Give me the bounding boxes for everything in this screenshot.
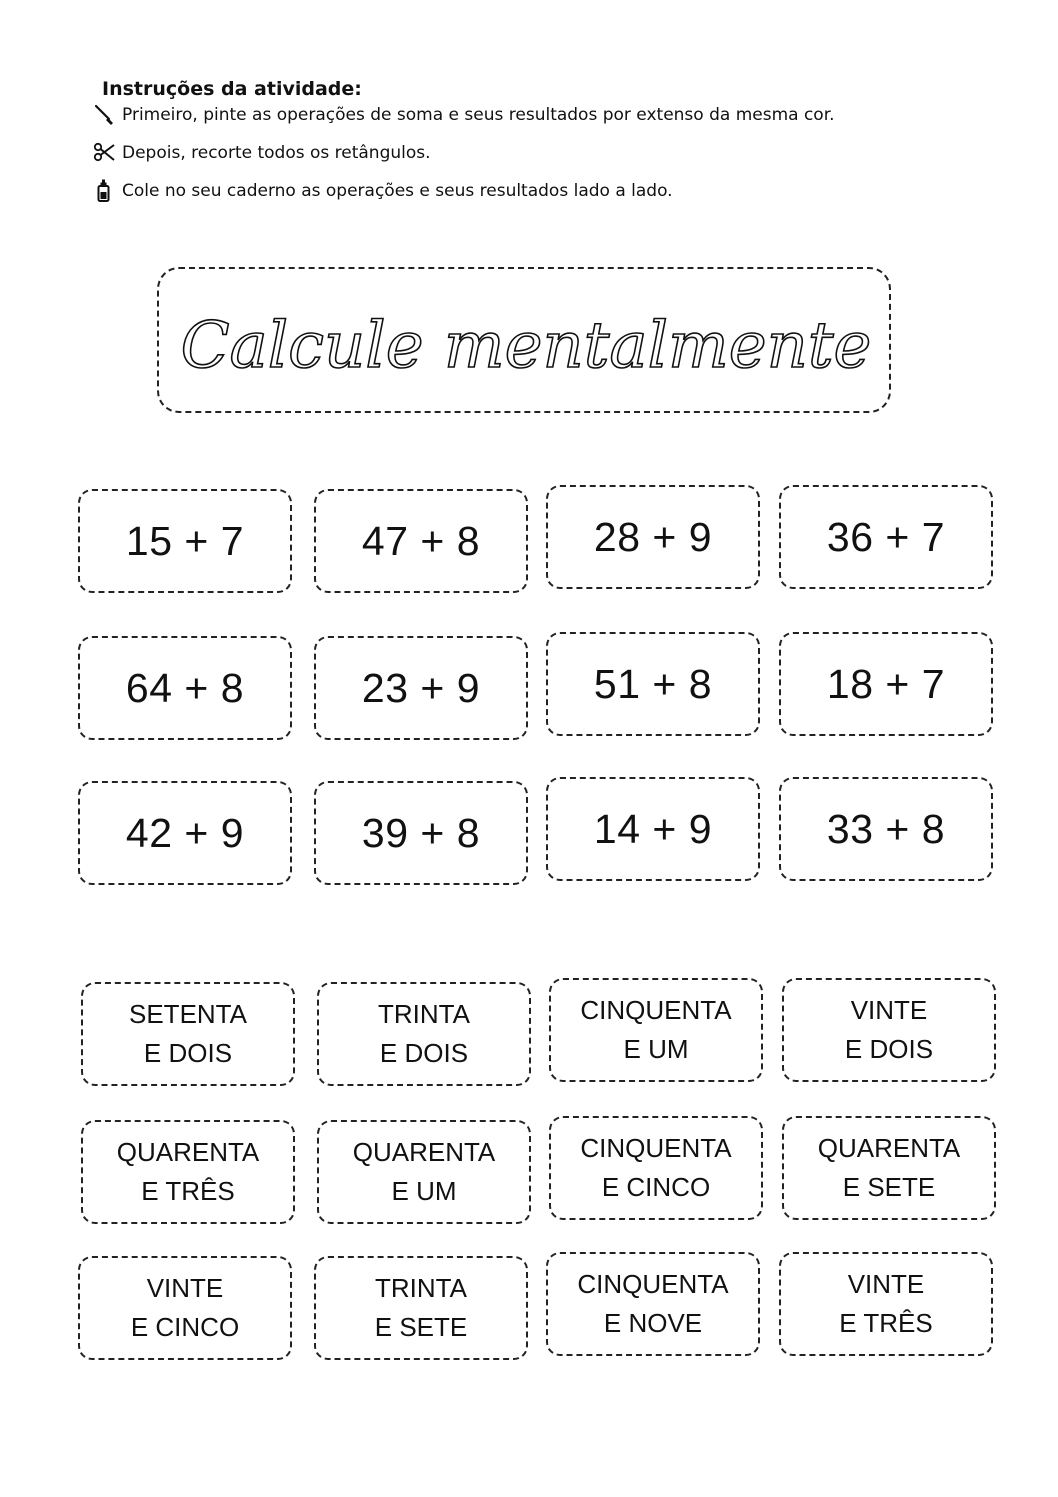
result-line-2: E SETE xyxy=(374,1312,468,1342)
result-card[interactable] xyxy=(779,1252,993,1356)
operation-card[interactable]: 33 + 8 xyxy=(779,777,993,881)
result-line-2: E TRÊS xyxy=(141,1176,235,1206)
result-card[interactable] xyxy=(81,982,295,1086)
instruction-text: Primeiro, pinte as operações de soma e seus resultados por extenso da mesma cor. xyxy=(122,105,835,125)
result-line-2: E SETE xyxy=(842,1172,936,1202)
result-line-1: VINTE xyxy=(850,995,928,1025)
operation-card[interactable]: 14 + 9 xyxy=(546,777,760,881)
result-line-1: TRINTA xyxy=(378,999,470,1029)
operation-card[interactable]: 18 + 7 xyxy=(779,632,993,736)
result-line-1: VINTE xyxy=(146,1273,224,1303)
result-line-2: E DOIS xyxy=(143,1038,233,1068)
instructions-heading: Instruções da atividade: xyxy=(102,78,362,100)
result-line-2: E CINCO xyxy=(130,1312,240,1342)
operation-card[interactable]: 39 + 8 xyxy=(314,781,528,885)
scissors-icon xyxy=(92,141,118,165)
result-line-2: E UM xyxy=(623,1034,689,1064)
result-card[interactable] xyxy=(549,1116,763,1220)
glue-icon xyxy=(92,179,118,203)
result-card[interactable] xyxy=(782,1116,996,1220)
result-line-1: CINQUENTA xyxy=(577,1269,729,1299)
title-box xyxy=(157,267,891,413)
page-title: Calcule mentalmente xyxy=(180,309,872,383)
result-line-1: VINTE xyxy=(847,1269,925,1299)
result-line-1: SETENTA xyxy=(129,999,247,1029)
operation-card[interactable]: 23 + 9 xyxy=(314,636,528,740)
instruction-step-glue xyxy=(100,180,1000,218)
instruction-step-paint xyxy=(100,104,1000,142)
result-card[interactable] xyxy=(546,1252,760,1356)
operation-card[interactable]: 28 + 9 xyxy=(546,485,760,589)
instructions xyxy=(100,78,1000,218)
result-line-2: E DOIS xyxy=(844,1034,934,1064)
result-line-1: QUARENTA xyxy=(116,1137,260,1167)
operation-card[interactable]: 36 + 7 xyxy=(779,485,993,589)
result-card[interactable] xyxy=(782,978,996,1082)
result-card[interactable] xyxy=(78,1256,292,1360)
instruction-text: Depois, recorte todos os retângulos. xyxy=(122,143,431,163)
result-line-2: E TRÊS xyxy=(839,1308,933,1338)
result-line-1: TRINTA xyxy=(375,1273,467,1303)
result-line-1: QUARENTA xyxy=(817,1133,961,1163)
result-line-1: QUARENTA xyxy=(352,1137,496,1167)
result-card[interactable] xyxy=(317,982,531,1086)
operation-card[interactable]: 51 + 8 xyxy=(546,632,760,736)
result-line-2: E DOIS xyxy=(379,1038,469,1068)
result-card[interactable] xyxy=(81,1120,295,1224)
result-line-2: E NOVE xyxy=(603,1308,703,1338)
result-line-1: CINQUENTA xyxy=(580,1133,732,1163)
result-card[interactable] xyxy=(549,978,763,1082)
brush-icon xyxy=(92,103,118,127)
instruction-text: Cole no seu caderno as operações e seus resultados lado a lado. xyxy=(122,181,673,201)
instruction-step-cut xyxy=(100,142,1000,180)
result-line-2: E UM xyxy=(391,1176,457,1206)
title-svg xyxy=(159,269,893,415)
operation-card[interactable]: 47 + 8 xyxy=(314,489,528,593)
operation-card[interactable]: 15 + 7 xyxy=(78,489,292,593)
result-card[interactable] xyxy=(314,1256,528,1360)
result-card[interactable] xyxy=(317,1120,531,1224)
operation-card[interactable]: 64 + 8 xyxy=(78,636,292,740)
result-line-1: CINQUENTA xyxy=(580,995,732,1025)
operation-card[interactable]: 42 + 9 xyxy=(78,781,292,885)
result-line-2: E CINCO xyxy=(601,1172,711,1202)
